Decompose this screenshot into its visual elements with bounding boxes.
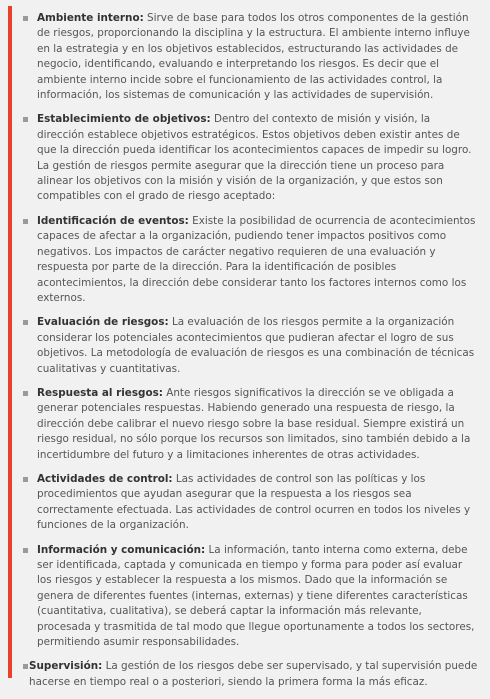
item-text: La información, tanto interna como externa, debe ser identificada, captada y comunicada en tiempo y forma para poder así evaluar los riesgos y establecer la respuesta a los mismos. Dado que la información se genera de diferentes fuentes (internas, externas) y tiene diferentes características (cuantitativa, cualitativa), se deberá captar la información más relevante, procesada y trasmitida de tal modo que llegue oportunamente a todos los sectores, permitiendo asumir responsabilidades. bbox=[37, 543, 475, 649]
item-term: Identificación de eventos: bbox=[37, 214, 189, 227]
component-list bbox=[22, 11, 478, 699]
square-bullet-icon bbox=[23, 548, 28, 553]
item-text: Dentro del contexto de misión y visión, la dirección establece objetivos estratégicos. Estos objetivos deben existir antes de que la dirección pueda identificar los acontecimientos capaces de impedir su logro. La gestión de riesgos permite asegurar que la dirección tiene un proceso para alinear los objetivos con la misión y visión de la organización, y que estos son compatibles con el grado de riesgo aceptado: bbox=[37, 113, 472, 203]
item-term: Ambiente interno: bbox=[37, 12, 144, 24]
item-term: Actividades de control: bbox=[37, 472, 173, 485]
list-item bbox=[22, 472, 478, 534]
square-bullet-icon bbox=[23, 219, 28, 224]
item-text: La gestión de los riesgos debe ser supervisado, y tal supervisión puede hacerse en tiempo real o a posteriori, siendo la primera forma la más eficaz. bbox=[29, 660, 478, 688]
item-text: Sirve de base para todos los otros componentes de la gestión de riesgos, proporcionando la disciplina y la estructura. El ambiente interno influye en la estrategia y en los objetivos establecidos, estructurando las actividades de negocio, identificando, evaluando e interpretando los riesgos. Es decir que el ambiente interno incide sobre el funcionamiento de las actividades control, la información, los sistemas de comunicación y las actividades de supervisión. bbox=[37, 12, 470, 102]
square-bullet-icon bbox=[23, 320, 28, 325]
item-term: Establecimiento de objetivos: bbox=[37, 113, 211, 126]
square-bullet-icon bbox=[23, 391, 28, 396]
square-bullet-icon bbox=[23, 117, 28, 122]
accent-bar bbox=[8, 6, 12, 678]
square-bullet-icon bbox=[23, 664, 28, 669]
list-item bbox=[22, 659, 478, 690]
item-term: Respuesta al riesgos: bbox=[37, 386, 163, 399]
list-item bbox=[22, 214, 478, 306]
item-term: Evaluación de riesgos: bbox=[37, 316, 169, 329]
item-term: Supervisión: bbox=[29, 660, 103, 673]
item-text: Existe la posibilidad de ocurrencia de acontecimientos capaces de afectar a la organización, pudiendo tener impactos positivos como negativos. Los impactos de carácter negativo requieren de una evaluación y respuesta por parte de la dirección. Para la identificación de posibles acontecimientos, la dirección debe considerar tanto los factores internos como los externos. bbox=[37, 214, 476, 304]
item-text: Ante riesgos significativos la dirección se ve obligada a generar potenciales respuestas. Habiendo generado una respuesta de riesgo, la dirección debe calibrar el nuevo riesgo sobre la base residual. Siempre existirá un riesgo residual, no sólo porque los recursos son limitados, sino también debido a la incertidumbre del futuro y a limitaciones inherentes de otras actividades. bbox=[37, 386, 471, 461]
list-item bbox=[22, 543, 478, 651]
square-bullet-icon bbox=[23, 16, 28, 21]
item-term: Información y comunicación: bbox=[37, 543, 206, 556]
square-bullet-icon bbox=[23, 477, 28, 482]
item-text: La evaluación de los riesgos permite a la organización considerar los potenciales acontecimientos que pudieran afectar el logro de sus objetivos. La metodología de evaluación de riesgos es una combinación de técnicas cualitativas y cuantitativas. bbox=[37, 316, 475, 375]
list-item bbox=[22, 386, 478, 463]
list-item bbox=[22, 112, 478, 204]
list-item bbox=[22, 315, 478, 377]
item-text: Las actividades de control son las políticas y los procedimientos que ayudan asegurar que la respuesta a los riesgos sea correctamente efectuada. Las actividades de control ocurren en todos los niveles y funciones de la organización. bbox=[37, 472, 471, 532]
list-item bbox=[22, 11, 478, 103]
